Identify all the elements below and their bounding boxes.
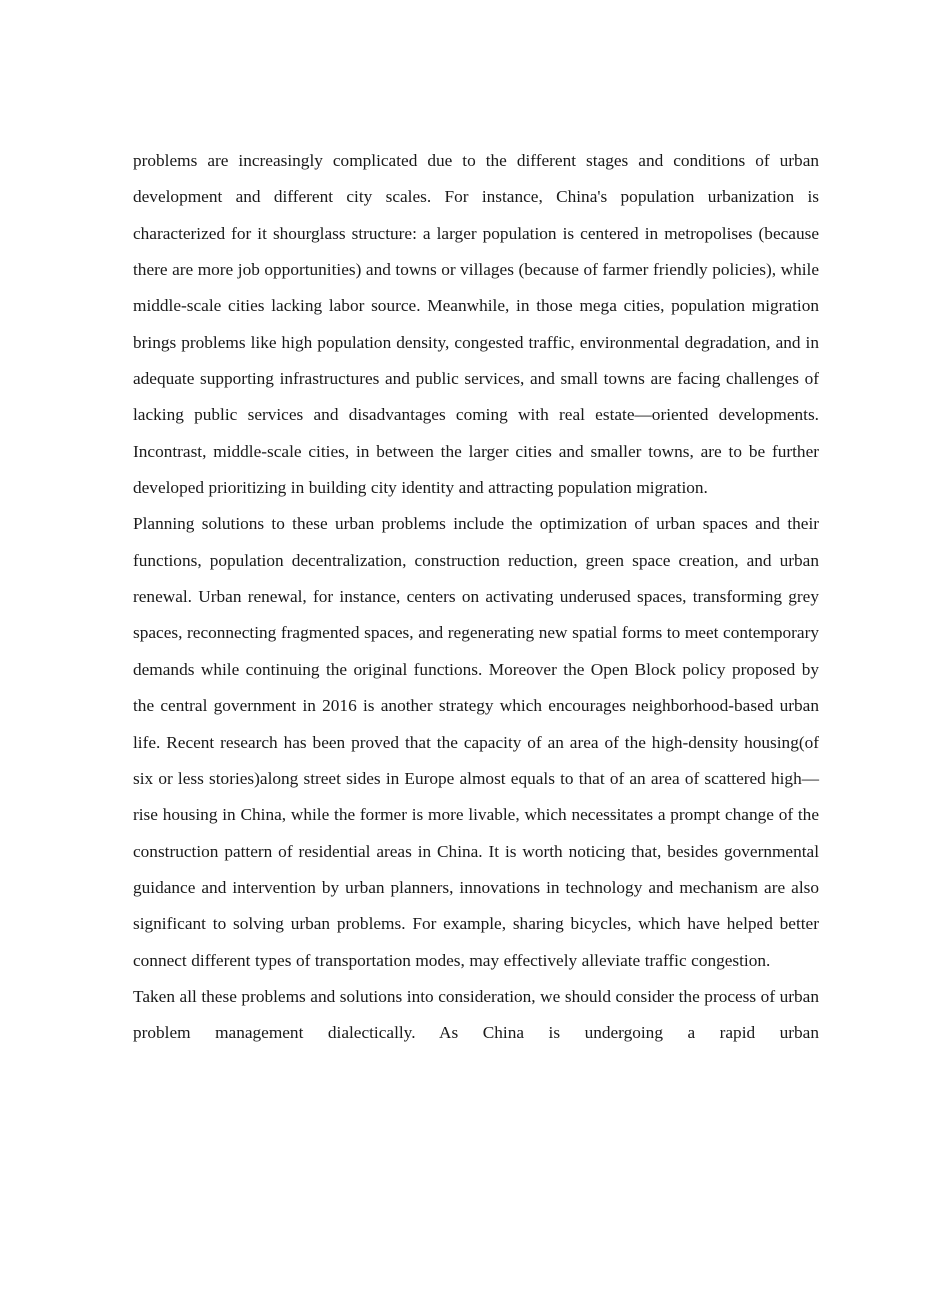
paragraph-urban-problems: problems are increasingly complicated due to the different stages and conditions of urban development and different city scales. For instance, China's population urbanization is characterized for it shourglass structure: a larger population is centered in metropolises (because there are more job opportunities) and towns or villages (because of farmer friendly policies), while middle-scale cities lacking labor source. Meanwhile, in those mega cities, population migration brings problems like high population density, congested traffic, environmental degradation, and in adequate supporting infrastructures and public services, and small towns are facing challenges of lacking public services and disadvantages coming with real estate—oriented developments. Incontrast, middle-scale cities, in between the larger cities and smaller towns, are to be further developed prioritizing in building city identity and attracting population migration. — [133, 151, 819, 498]
body-text — [133, 143, 819, 1052]
paragraph-planning-solutions: Planning solutions to these urban problems include the optimization of urban spaces and their functions, population decentralization, construction reduction, green space creation, and urban renewal. Urban renewal, for instance, centers on activating underused spaces, transforming grey spaces, reconnecting fragmented spaces, and regenerating new spatial forms to meet contemporary demands while continuing the original functions. Moreover the Open Block policy proposed by the central government in 2016 is another strategy which encourages neighborhood-based urban life. Recent research has been proved that the capacity of an area of the high-density housing(of six or less stories)along street sides in Europe almost equals to that of an area of scattered high—rise housing in China, while the former is more livable, which necessitates a prompt change of the construction pattern of residential areas in China. It is worth noticing that, besides governmental guidance and intervention by urban planners, innovations in technology and mechanism are also significant to solving urban problems. For example, sharing bicycles, which have helped better connect different types of transportation modes, may effectively alleviate traffic congestion. — [133, 514, 819, 970]
paragraph-dialectical-management: Taken all these problems and solutions into consideration, we should consider the process of urban problem management dialectically. As China is undergoing a rapid urban — [133, 986, 819, 1043]
